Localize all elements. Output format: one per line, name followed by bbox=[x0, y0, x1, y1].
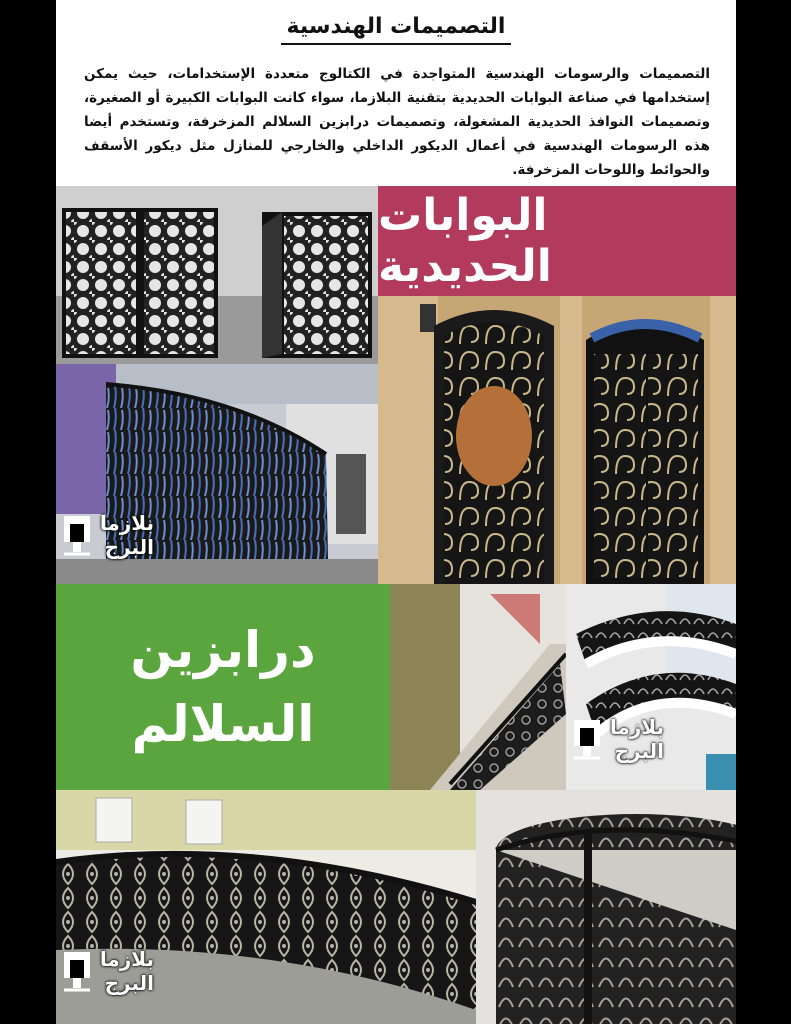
brand-logo-line2: البرج bbox=[104, 535, 154, 559]
stairs-label-line1: درابزين bbox=[130, 621, 316, 679]
photo-sliding-gate bbox=[56, 364, 378, 584]
brand-logo bbox=[568, 714, 668, 780]
page-title-text: التصميمات الهندسية bbox=[281, 14, 512, 45]
page-title bbox=[56, 14, 736, 39]
photo-ornate-doors bbox=[378, 296, 736, 584]
page-header bbox=[56, 0, 736, 186]
stairs-label-tile bbox=[56, 584, 390, 790]
gates-label: البوابات الحديدية bbox=[378, 190, 552, 292]
brand-logo-line1: بلازما bbox=[99, 511, 154, 535]
catalog-page bbox=[56, 0, 736, 1024]
photo-round-railing bbox=[476, 790, 736, 1024]
brand-logo-line2: البرج bbox=[104, 971, 154, 995]
photo-balcony-railing bbox=[56, 790, 476, 1024]
photo-laser-cut-panels bbox=[56, 186, 378, 364]
brand-logo-line2: البرج bbox=[614, 739, 664, 763]
brand-logo-icon bbox=[62, 514, 92, 558]
page-description: التصميمات والرسومات الهندسية المتواجدة في الكتالوج متعددة الإستخدامات، حيث يمكن إستخدامها في صناعة البوابات الحديدية بتقنية البلازما، سواء كانت البوابات الكبيرة أو الصغيرة، وتصميمات النوافذ الحديدية المشغولة، وتصميمات درابزين السلالم المزخرفة، وتستخدم أيضا هذه الرسومات الهندسية في أعمال الديكور الداخلي والخارجي للمنازل مثل ديكور الأسقف والحوائط واللوحات المزخرفة. bbox=[84, 66, 710, 178]
brand-logo-line1: بلازما bbox=[99, 947, 154, 971]
brand-logo bbox=[58, 946, 158, 1012]
photo-stair-railing bbox=[390, 584, 566, 790]
brand-logo-line1: بلازما bbox=[609, 715, 664, 739]
brand-logo-icon bbox=[572, 718, 602, 762]
stairs-label-line2: السلالم bbox=[131, 695, 315, 753]
gates-label-tile bbox=[378, 186, 736, 296]
brand-logo-icon bbox=[62, 950, 92, 994]
brand-logo bbox=[58, 510, 158, 576]
photo-spiral-staircase bbox=[566, 584, 736, 790]
